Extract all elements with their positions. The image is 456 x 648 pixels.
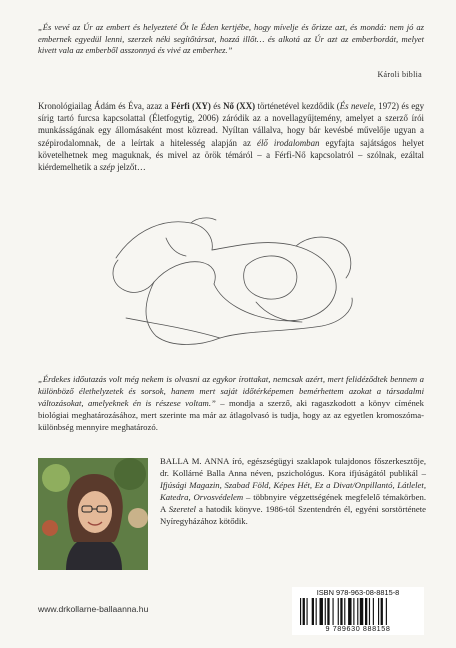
intro-text-5: egyfajta sajátságos helyet követelhetnek meg maguknak, és mivel az örök témáról – a Férfi-Nő kapcsolatról – szólnak, ezáltal kiérdemelhetik a <box>38 137 424 173</box>
intro-szep: szép <box>99 162 115 173</box>
intro-text-6: jelzőt… <box>114 162 146 173</box>
bio-book-title: Szeretel <box>168 503 196 514</box>
author-quote-rest: – mondja a szerző, aki ragaszkodott a könyv címének biológiai meghatározásához, mert szerinte ma már az átlagolvasó is tudja, hogy az az egyetlen kromoszóma-különbség mennyire meghatározó. <box>38 397 424 432</box>
website-url[interactable]: www.drkollarne-ballaanna.hu <box>38 604 149 614</box>
bio-text-1: BALLA M. ANNA író, egészségügyi szaklapok tulajdonos főszerkesztője, dr. Kollárné Balla Anna néven, pszichológus. Kora ifjúságától publikál – <box>160 456 426 478</box>
bio-publications: Ifjúsági Magazin, Szabad Föld, Képes Hét, Ez a Divat/Onpillantó, Látlelet, Katedra, Orvosvédelem <box>160 479 426 502</box>
bible-epigraph: „És vevé az Úr az embert és helyezteté Őt le Éden kertjébe, hogy mívelje és őrizze azt, és mondá: nem jó az embernek egyedül lenni, szerzek néki segítőtársat, hozzá illőt… és alkotá az Úr azt az emberbordát, melyet kivett vala az emberből asszonnyá és vivé az emberhez.” <box>38 22 424 56</box>
intro-no: Nő (XX) <box>223 101 256 111</box>
author-quote-italic: „Érdekes időutazás volt még nekem is olvasni az egykor írottakat, nemcsak azért, mert felidéződtek bennem a különböző élethelyzetek és sorsok, hanem mert saját időtérképemen bemérhettem azokat a társadalmi változásokat, amelyeknek én is részese voltam.” <box>38 374 424 408</box>
barcode-bars <box>300 598 416 625</box>
author-quote <box>38 374 424 434</box>
author-photo <box>38 458 148 570</box>
author-portrait-image <box>38 458 148 570</box>
line-drawing-embracing-figures <box>96 198 366 358</box>
intro-text-3: történetével kezdődik ( <box>255 101 340 111</box>
barcode-digits: 9 789630 888158 <box>325 624 391 633</box>
bio-text-2: – többnyire végzettségének megfelelő témakörben. A <box>160 491 426 514</box>
isbn-barcode <box>292 587 424 635</box>
intro-paragraph <box>38 100 424 173</box>
intro-text-2: és <box>210 101 224 111</box>
isbn-number: ISBN 978-963-08-8815-8 <box>316 588 400 597</box>
intro-text-4: , 1972) és egy sírig tartó furcsa kapcsolattal (Életfogytig, 2006) záródik az a novellagyűjtemény, amelyet a szerző írói munkásságának egy állomásaként most közread. Nyíltan vállalva, hogy bár kevésbé művelője ugyan a szépirodalomnak, de a leírtak a hitelesség alapján az <box>38 101 425 148</box>
intro-ferfi: Férfi (XY) <box>171 101 211 111</box>
epigraph-source: Károli biblia <box>377 70 422 79</box>
intro-text-1: Kronológiailag Ádám és Éva, azaz a <box>38 101 171 111</box>
intro-es-nevele: És nevele <box>339 101 374 111</box>
author-bio <box>160 456 426 527</box>
bio-text-3: a hatodik könyve. 1986-tól Szentendrén él, egyéni sorstörténete Nyíregyházához kötődik. <box>160 503 426 526</box>
intro-elo-irodalom: élő irodalomban <box>257 137 320 148</box>
